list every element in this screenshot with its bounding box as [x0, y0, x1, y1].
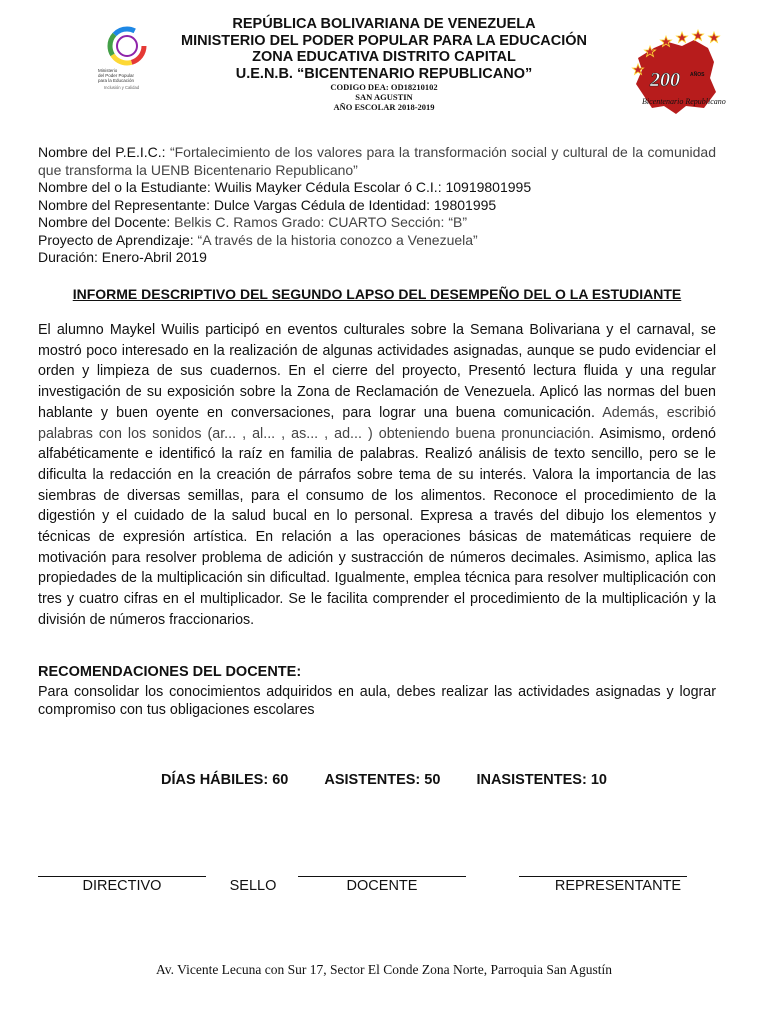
school-logo — [624, 26, 740, 118]
report-text-1: El alumno Maykel Wuilis participó en eventos culturales sobre la Semana Bolivariana y el carnaval, se mostró poco interesado en la realización de algunas actividades asignadas, aunque se pudo evidenciar el orden y limpieza de sus cuadernos. En el cierre del proyecto, Presentó lectura fluida y una regular investigación de su exposición sobre la Zona de Reclamación de Venezuela. Aplicó las normas del buen hablante y buen oyente en conversaciones, para lograr una buena comunicación. — [38, 322, 716, 421]
footer-address: Av. Vicente Lecuna con Sur 17, Sector El Conde Zona Norte, Parroquia San Agustín — [156, 962, 612, 977]
header-year: AÑO ESCOLAR 2018-2019 — [333, 102, 435, 112]
report-text-3: Asimismo, ordenó alfabéticamente e identificó la raíz en familia de palabras. Realizó análisis de texto sencillo, pero se le dificulta la redacción en la creación de párrafos sobre tema de su interés. Valora la importancia de las siembras de diversas semillas, para el consumo de los alimentos. Reconoce el procedimiento de la digestión y el cuidado de la salud bucal en lo personal. Expresa a través del dibujo los elementos y técnicas de expresión artística. En relación a las operaciones básicas de matemáticas requiere de motivación para resolver problema de adición y sustracción de números decimales. Asimismo, aplica las propiedades de la multiplicación sin dificultad. Igualmente, emplea técnica para resolver multiplicación con tres y cuatro cifras en el multiplicador. Se le facilita comprender el procedimiento de la multiplicación y la división de números fraccionarios. — [38, 425, 716, 628]
logo-text-2: del Poder Popular — [98, 73, 135, 78]
peic-label: Nombre del P.E.I.C.: — [38, 144, 166, 160]
peic-line — [38, 144, 716, 179]
student-line: Nombre del o la Estudiante: Wuilis Mayker Cédula Escolar ó C.I.: 10919801995 — [38, 179, 532, 195]
directivo-label: DIRECTIVO — [82, 878, 162, 894]
logo-text-3: para la Educación — [98, 78, 135, 83]
representante-label: REPRESENTANTE — [554, 878, 682, 894]
logo-tagline: Inclusión y Calidad — [104, 85, 140, 90]
teacher-value: Belkis C. Ramos Grado: CUARTO Sección: “B” — [170, 214, 467, 230]
representative-line — [38, 197, 716, 215]
logo-text-1: Ministerio — [98, 68, 118, 73]
project-line — [38, 232, 716, 250]
attendance-stats — [0, 772, 768, 788]
absent-days: INASISTENTES: 10 — [476, 772, 607, 788]
document-header — [120, 16, 648, 112]
project-label: Proyecto de Aprendizaje: — [38, 231, 194, 248]
logo-number: 200 — [650, 69, 680, 91]
report-body — [38, 320, 716, 631]
header-place: SAN AGUSTIN — [355, 92, 413, 102]
attended-days: ASISTENTES: 50 — [324, 772, 441, 788]
recommendations-title: RECOMENDACIONES DEL DOCENTE: — [38, 664, 302, 680]
report-title: INFORME DESCRIPTIVO DEL SEGUNDO LAPSO DEL DESEMPEÑO DEL O LA ESTUDIANTE — [72, 286, 682, 302]
logo-years: AÑOS — [690, 72, 705, 78]
duration-line: Duración: Enero-Abril 2019 — [38, 249, 207, 265]
project-value: “A través de la historia conozco a Venezuela” — [193, 231, 478, 248]
docente-label: DOCENTE — [346, 878, 418, 894]
report-text-2: Además, escribió palabras con los sonidos (ar... , al... , as... , ad... ) obteniendo buena pronunciación. — [38, 404, 716, 442]
header-republic: REPÚBLICA BOLIVARIANA DE VENEZUELA — [232, 16, 536, 32]
header-code: CODIGO DEA: OD18210102 — [330, 82, 438, 92]
bicentenario-emblem-icon — [624, 26, 740, 118]
docente-signature-line — [298, 876, 466, 877]
business-days: DÍAS HÁBILES: 60 — [161, 772, 289, 788]
logo-name: Bicentenario Republicano — [642, 97, 726, 106]
header-zone: ZONA EDUCATIVA DISTRITO CAPITAL — [252, 49, 516, 65]
teacher-line — [38, 214, 716, 232]
representative-value: Dulce Vargas Cédula de Identidad: 19801995 — [210, 196, 497, 213]
teacher-label: Nombre del Docente: — [38, 214, 171, 230]
recommendations-text: Para consolidar los conocimientos adquiridos en aula, debes realizar las actividades asignadas y lograr compromiso con tus obligaciones escolares — [38, 684, 716, 718]
representante-signature-line — [519, 876, 687, 877]
representative-label: Nombre del Representante: — [38, 196, 210, 213]
student-info — [38, 144, 716, 267]
peic-value: “Fortalecimiento de los valores para la transformación social y cultural de la comunidad que transforma la UENB Bicentenario Republicano” — [38, 144, 716, 178]
header-school: U.E.N.B. “BICENTENARIO REPUBLICANO” — [235, 65, 533, 82]
directivo-signature-line — [38, 876, 206, 877]
header-ministry: MINISTERIO DEL PODER POPULAR PARA LA EDUCACIÓN — [180, 32, 588, 49]
sello-label: SELLO — [229, 878, 277, 894]
